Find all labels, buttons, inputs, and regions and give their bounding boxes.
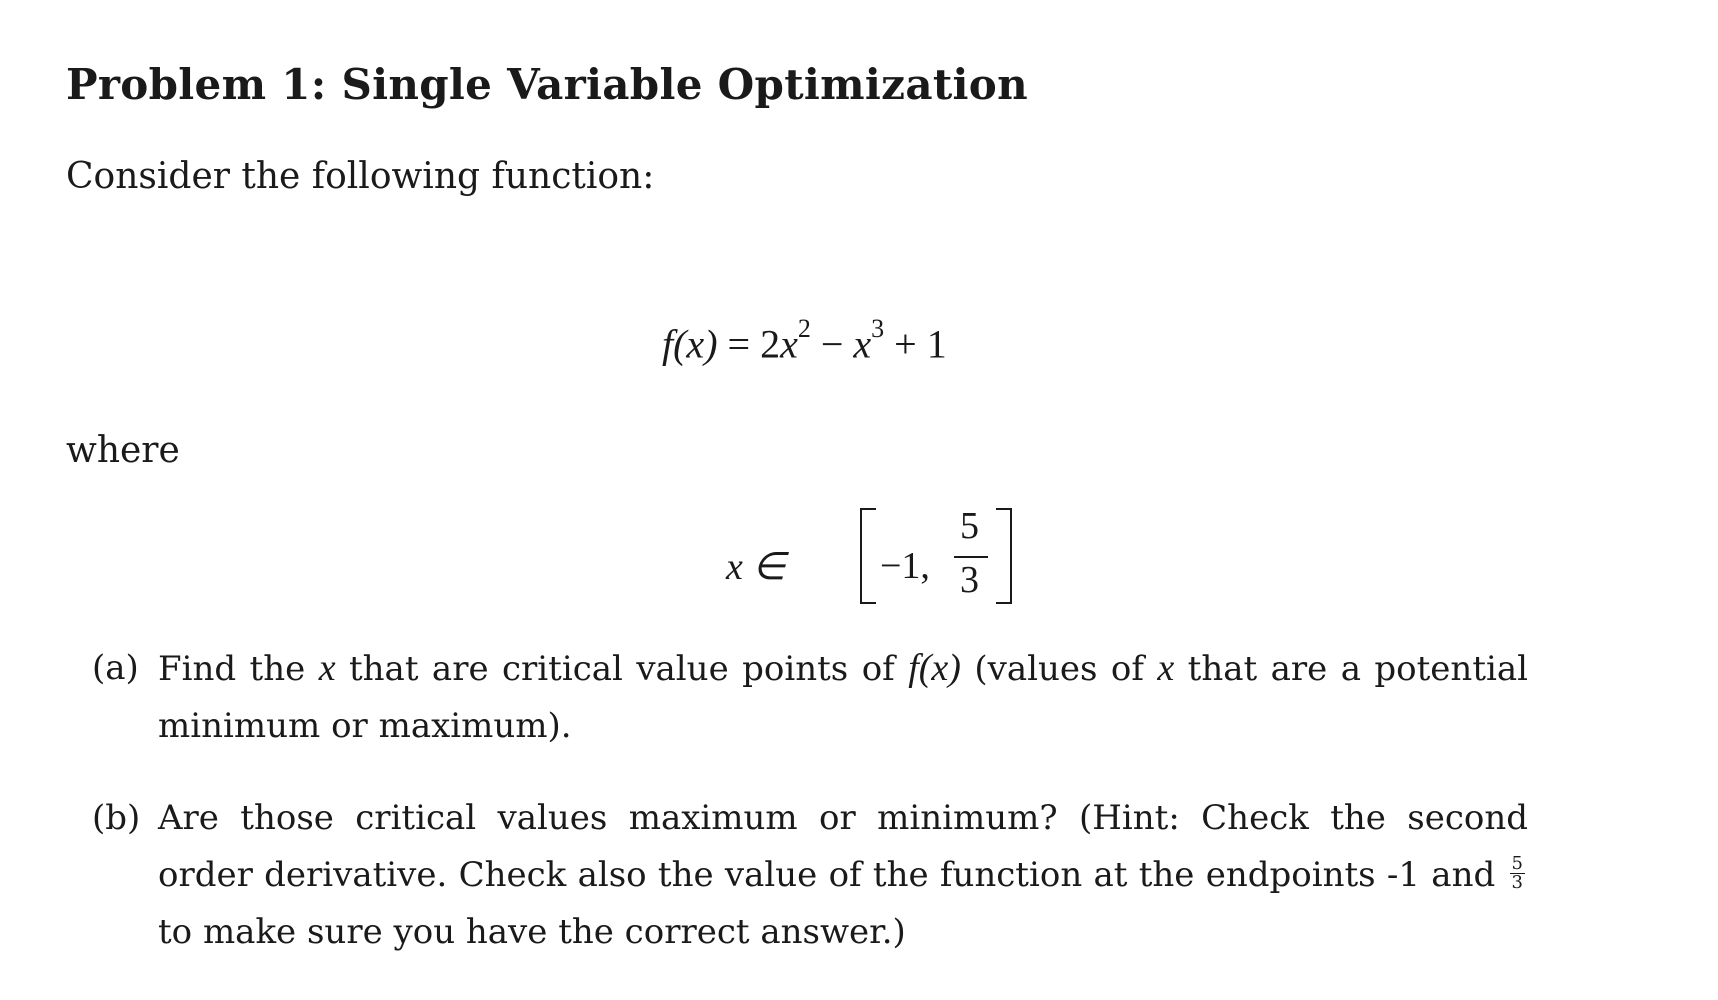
- domain-upper-denominator: 3: [960, 559, 979, 601]
- domain-lower-bound: −1,: [880, 545, 930, 587]
- equation-exponent-1: 2: [797, 314, 811, 343]
- item-a-text-2: that are critical value points of: [335, 649, 909, 689]
- item-a-var-1: x: [318, 647, 336, 689]
- item-a-fx: f(x): [908, 647, 961, 689]
- item-label-b: (b): [92, 798, 141, 838]
- item-label-a: (a): [92, 648, 139, 688]
- equation-var-2: x: [853, 321, 872, 367]
- equation-var-1: x: [780, 321, 798, 367]
- item-a-var-2: x: [1157, 647, 1175, 689]
- equation-exponent-2: 3: [871, 314, 885, 343]
- inline-fraction-numerator: 5: [1511, 852, 1523, 874]
- right-bracket: [996, 508, 1012, 604]
- item-body-a: [158, 640, 1528, 755]
- problem-title: Problem 1: Single Variable Optimization: [66, 60, 1028, 109]
- function-equation: [662, 314, 947, 367]
- equation-coefficient: 2: [760, 321, 781, 367]
- item-b-text-2: to make sure you have the correct answer.): [158, 912, 906, 952]
- equation-minus: −: [820, 321, 844, 367]
- domain-x-in: x ∈: [726, 546, 786, 588]
- left-bracket: [860, 508, 876, 604]
- domain-upper-numerator: 5: [960, 505, 979, 547]
- item-b-text-1: Are those critical values maximum or minimum? (Hint: Check the second order derivative. Check also the value of the function at the endpoints -1 and: [158, 798, 1528, 895]
- intro-text: Consider the following function:: [66, 156, 655, 197]
- item-a-text-3: (values of: [960, 649, 1158, 689]
- equation-constant: + 1: [894, 321, 947, 367]
- inline-fraction-denominator: 3: [1511, 871, 1523, 893]
- inline-fraction: [1510, 852, 1525, 893]
- equation-equals: =: [727, 321, 751, 367]
- item-body-b: [158, 790, 1528, 961]
- item-a-text-1: Find the: [158, 649, 319, 689]
- equation-lhs: f(x): [662, 321, 718, 367]
- where-text: where: [66, 430, 180, 471]
- item-a-text-4: that are a potential minimum or maximum).: [158, 649, 1528, 746]
